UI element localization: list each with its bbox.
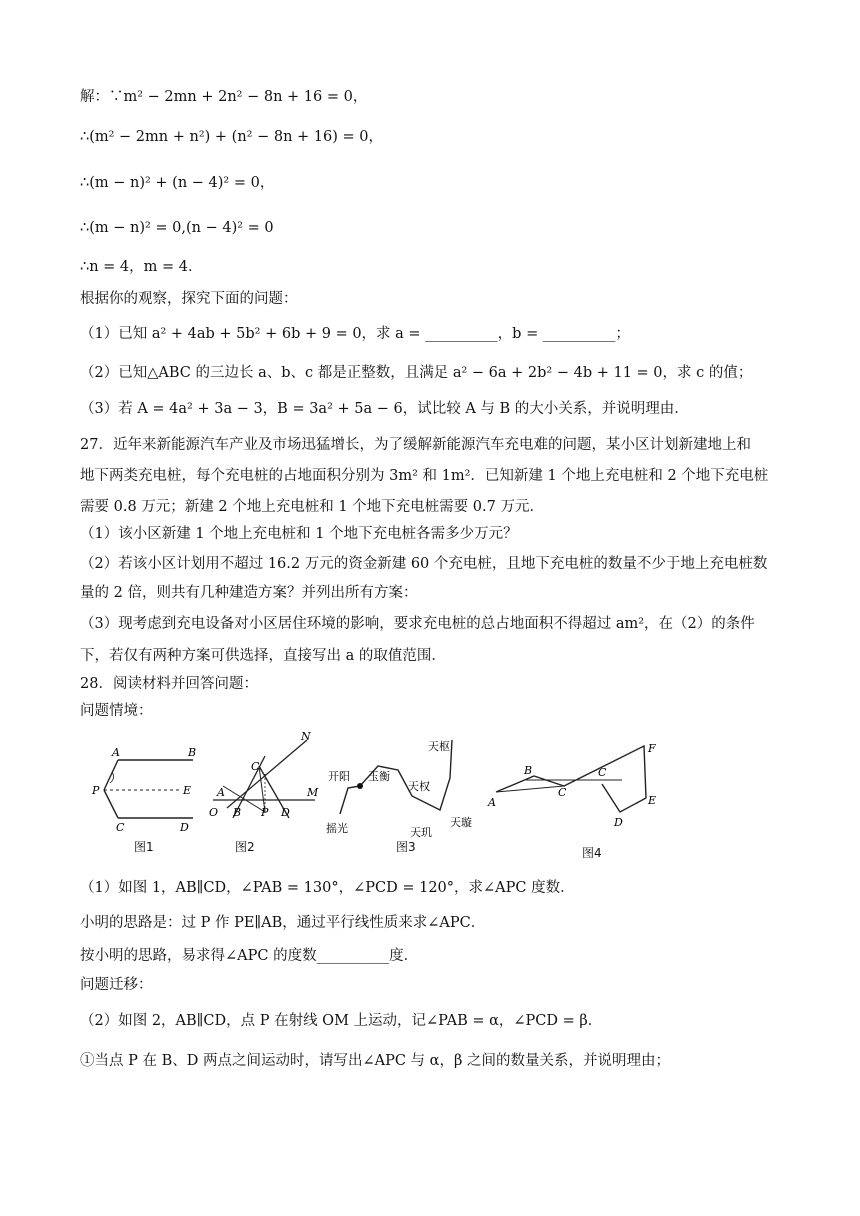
fig1-label-c: C — [116, 821, 125, 834]
question-28-part-2: （2）如图 2，AB∥CD，点 P 在射线 OM 上运动，记∠PAB = α，∠PCD = β． — [80, 1013, 603, 1029]
question-28-title: 28．阅读材料并回答问题： — [80, 676, 258, 692]
figure-2 — [203, 728, 323, 866]
fig1-label-a: A — [112, 746, 120, 759]
fig1-label-p: P — [92, 784, 100, 797]
solution-line-1: 解：∵m² − 2mn + 2n² − 8n + 16 = 0， — [80, 89, 368, 105]
question-27-part-2a: （2）若该小区计划用不超过 16.2 万元的资金新建 60 个充电桩，且地下充电桩的数量不少于地上充电桩数 — [80, 556, 768, 572]
figure-4 — [486, 728, 686, 866]
question-27-part-2b: 量的 2 倍，则共有几种建造方案？并列出所有方案： — [80, 585, 418, 601]
figure-2-caption: 图2 — [235, 840, 255, 854]
question-27-line-1: 27．近年来新能源汽车产业及市场迅猛增长，为了缓解新能源汽车充电难的问题，某小区计划新建地上和 — [80, 437, 751, 453]
figure-2-drawing — [203, 728, 323, 866]
fig4-label-e: E — [648, 794, 657, 807]
question-27-line-2: 地下两类充电桩，每个充电桩的占地面积分别为 3m² 和 1m²．已知新建 1 个地上充电桩和 2 个地下充电桩 — [80, 468, 769, 484]
fig3-label-tianquan: 天权 — [408, 780, 430, 793]
fig1-label-b: B — [188, 746, 197, 759]
fig1-label-e: E — [183, 784, 192, 797]
fig3-label-yaoguang: 摇光 — [326, 822, 348, 835]
fig4-label-d: D — [614, 816, 623, 829]
fig2-label-c: C — [251, 760, 260, 773]
solution-line-4: ∴(m − n)² = 0,(n − 4)² = 0 — [80, 220, 274, 236]
fig4-label-c1: C — [558, 786, 567, 799]
fig2-label-b: B — [233, 806, 242, 819]
figure-1-caption: 图1 — [134, 840, 154, 854]
fig2-label-n: N — [301, 730, 311, 743]
xiaoming-answer-line: 按小明的思路，易求得∠APC 的度数__________度． — [80, 948, 419, 964]
xiaoming-approach: 小明的思路是：过 P 作 PE∥AB，通过平行线性质来求∠APC． — [80, 915, 486, 931]
question-26-part-3: （3）若 A = 4a² + 3a − 3，B = 3a² + 5a − 6，试比较 A 与 B 的大小关系，并说明理由． — [80, 401, 689, 417]
question-28-part-1: （1）如图 1，AB∥CD，∠PAB = 130°，∠PCD = 120°，求∠APC 度数． — [80, 880, 575, 896]
fig1-label-d: D — [180, 821, 189, 834]
solution-line-3: ∴(m − n)² + (n − 4)² = 0， — [80, 175, 275, 191]
fig3-label-yuheng: 玉衡 — [368, 770, 390, 783]
question-27-part-1: （1）该小区新建 1 个地上充电桩和 1 个地下充电桩各需多少万元？ — [80, 526, 518, 542]
fig3-label-tianshu: 天枢 — [428, 740, 450, 753]
question-27-part-3a: （3）现考虑到充电设备对小区居住环境的影响，要求充电桩的总占地面积不得超过 am²，在（2）的条件 — [80, 616, 755, 632]
question-26-part-1: （1）已知 a² + 4ab + 5b² + 6b + 9 = 0，求 a = __________，b = __________； — [80, 326, 630, 342]
fig2-label-p: P — [261, 806, 269, 819]
figure-4-caption: 图4 — [582, 846, 602, 860]
fig2-label-m: M — [307, 786, 319, 799]
fig4-label-a: A — [488, 796, 496, 809]
solution-line-2: ∴(m² − 2mn + n²) + (n² − 8n + 16) = 0， — [80, 129, 383, 145]
solution-line-5: ∴n = 4，m = 4． — [80, 259, 203, 275]
section-label-problem-transfer: 问题迁移： — [80, 977, 153, 993]
fig2-label-a: A — [217, 786, 225, 799]
question-28-part-2-sub-1: ①当点 P 在 B、D 两点之间运动时，请写出∠APC 与 α，β 之间的数量关系，并说明理由； — [80, 1053, 670, 1069]
question-26-part-2: （2）已知△ABC 的三边长 a、b、c 都是正整数，且满足 a² − 6a + 2b² − 4b + 11 = 0，求 c 的值； — [80, 365, 753, 381]
figure-3 — [326, 728, 486, 866]
fig4-label-f: F — [648, 742, 656, 755]
figure-3-caption: 图3 — [396, 840, 416, 854]
fig3-label-tianxuan: 天璇 — [450, 816, 472, 829]
instruction-line: 根据你的观察，探究下面的问题： — [80, 291, 298, 307]
figure-row — [88, 728, 688, 866]
fig2-label-d: D — [281, 806, 290, 819]
fig4-label-b: B — [524, 764, 533, 777]
figure-1 — [88, 728, 208, 866]
section-label-problem-situation: 问题情境： — [80, 703, 153, 719]
fig3-label-kaiyang: 开阳 — [328, 770, 350, 783]
fig4-label-c2: C — [598, 766, 607, 779]
question-27-line-3: 需要 0.8 万元；新建 2 个地上充电桩和 1 个地下充电桩需要 0.7 万元． — [80, 499, 544, 515]
question-27-part-3b: 下，若仅有两种方案可供选择，直接写出 a 的取值范围． — [80, 648, 446, 664]
fig2-label-o: O — [209, 806, 219, 819]
fig3-label-tianji: 天玑 — [410, 826, 432, 839]
